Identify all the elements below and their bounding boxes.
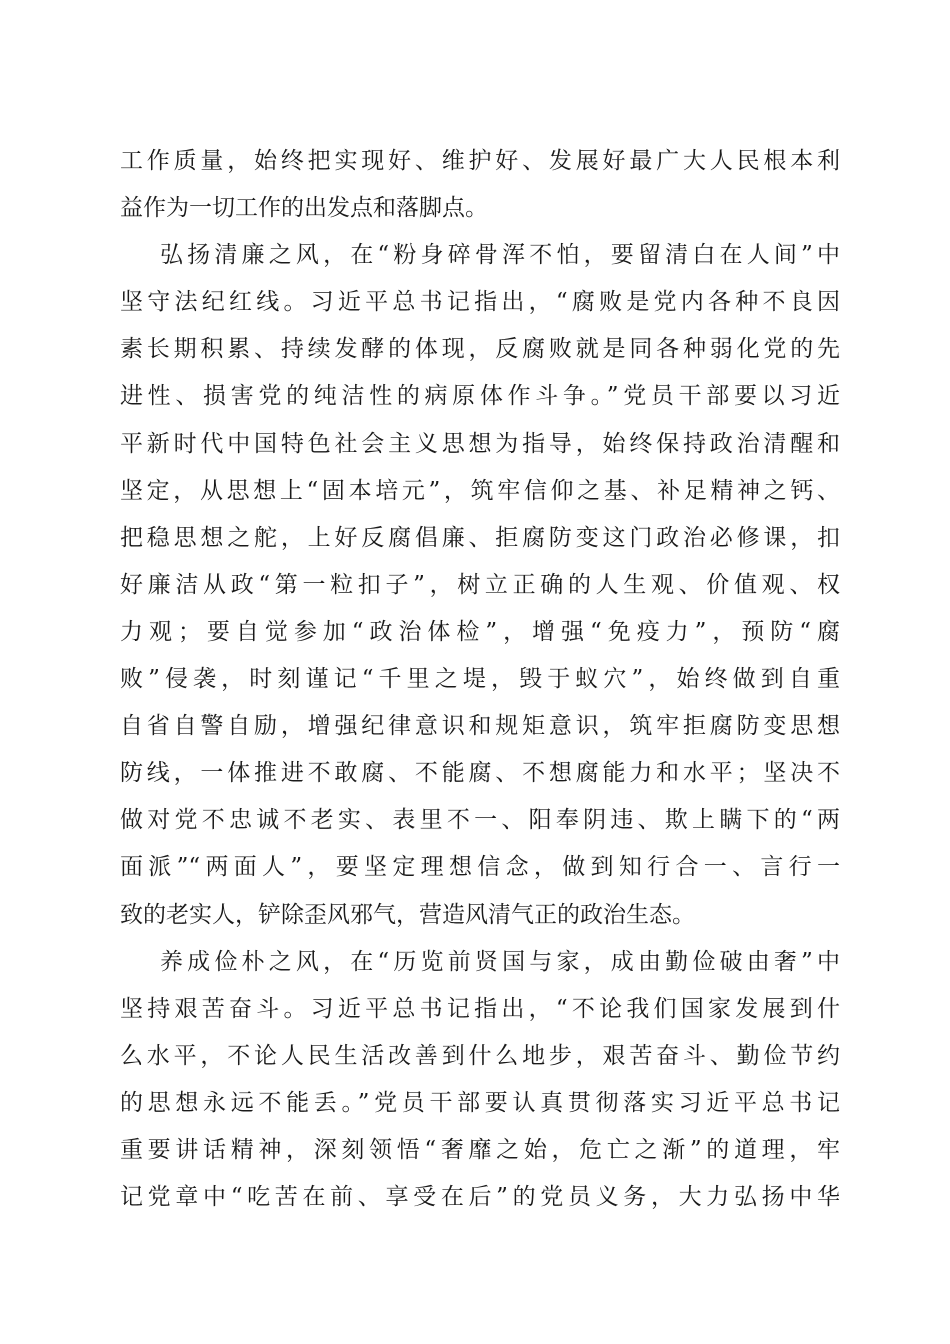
text-line: 益作为一切工作的出发点和落脚点。 bbox=[120, 195, 488, 222]
text-line: 素长期积累、持续发酵的体现，反腐败就是同各种弱化党的先 bbox=[120, 336, 840, 363]
text-line: 的思想永远不能丢。”党员干部要认真贯彻落实习近平总书记 bbox=[120, 1089, 840, 1116]
text-line: 记党章中“吃苦在前、享受在后”的党员义务，大力弘扬中华 bbox=[120, 1184, 840, 1211]
text-line: 致的老实人，铲除歪风邪气，营造风清气正的政治生态。 bbox=[120, 901, 695, 928]
body-text bbox=[120, 138, 840, 1221]
text-line: 好廉洁从政“第一粒扣子”，树立正确的人生观、价值观、权 bbox=[120, 571, 840, 598]
text-line: 面派”“两面人”，要坚定理想信念，做到知行合一、言行一 bbox=[120, 854, 840, 881]
text-line: 败”侵袭，时刻谨记“千里之堤，毁于蚁穴”，始终做到自重 bbox=[120, 666, 840, 693]
text-line: 重要讲话精神，深刻领悟“奢靡之始，危亡之渐”的道理，牢 bbox=[120, 1136, 840, 1163]
paragraph-start-line: 弘扬清廉之风，在“粉身碎骨浑不怕，要留清白在人间”中 bbox=[160, 242, 840, 269]
text-line: 自省自警自励，增强纪律意识和规矩意识，筑牢拒腐防变思想 bbox=[120, 713, 840, 740]
text-line: 坚定，从思想上“固本培元”，筑牢信仰之基、补足精神之钙、 bbox=[120, 477, 840, 504]
text-line: 进性、损害党的纯洁性的病原体作斗争。”党员干部要以习近 bbox=[120, 383, 840, 410]
text-line: 做对党不忠诚不老实、表里不一、阳奉阴违、欺上瞒下的“两 bbox=[120, 807, 840, 834]
text-line: 工作质量，始终把实现好、维护好、发展好最广大人民根本利 bbox=[120, 148, 840, 174]
text-line: 坚持艰苦奋斗。习近平总书记指出，“不论我们国家发展到什 bbox=[120, 995, 840, 1022]
text-line: 把稳思想之舵，上好反腐倡廉、拒腐防变这门政治必修课，扣 bbox=[120, 524, 840, 551]
text-line: 防线，一体推进不敢腐、不能腐、不想腐能力和水平；坚决不 bbox=[120, 760, 840, 787]
text-line: 平新时代中国特色社会主义思想为指导，始终保持政治清醒和 bbox=[120, 430, 840, 457]
paragraph-start-line: 养成俭朴之风，在“历览前贤国与家，成由勤俭破由奢”中 bbox=[160, 948, 840, 975]
text-line: 坚守法纪红线。习近平总书记指出，“腐败是党内各种不良因 bbox=[120, 289, 840, 316]
text-line: 力观；要自觉参加“政治体检”，增强“免疫力”，预防“腐 bbox=[120, 618, 840, 645]
text-line: 么水平，不论人民生活改善到什么地步，艰苦奋斗、勤俭节约 bbox=[120, 1042, 840, 1069]
